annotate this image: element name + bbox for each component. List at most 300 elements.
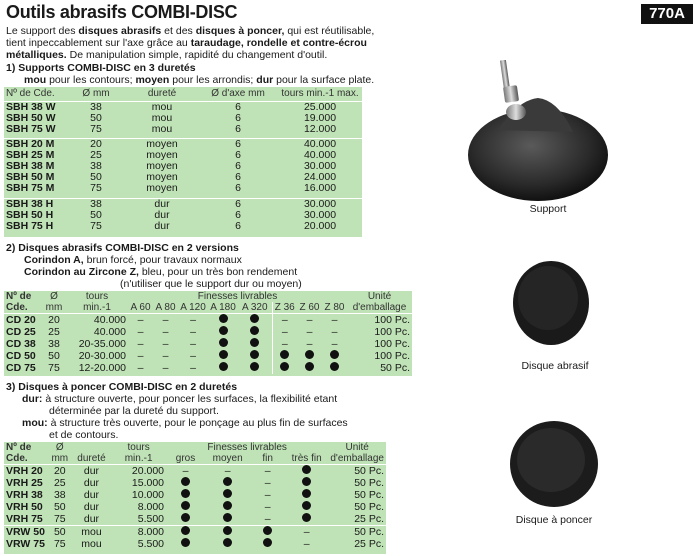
unavailable-dash: – xyxy=(306,337,313,350)
grit-cell xyxy=(166,465,205,478)
available-dot xyxy=(305,362,314,371)
order-number: VRH 25 xyxy=(6,476,43,489)
disque-poncer-image xyxy=(506,418,602,510)
diameter: 75 xyxy=(90,182,102,194)
diameter: 38 xyxy=(90,160,102,172)
table-row xyxy=(4,314,412,327)
hardness: moyen xyxy=(146,182,178,194)
grit-header: moyen xyxy=(205,453,250,465)
grit-cell xyxy=(178,350,208,362)
available-dot xyxy=(223,489,232,498)
diameter: 38 xyxy=(66,198,126,210)
unavailable-dash: – xyxy=(281,337,288,350)
grit-cell xyxy=(272,314,297,327)
section2-note: (n'utiliser que le support dur ou moyen) xyxy=(120,278,302,290)
diameter: 50 xyxy=(53,500,66,513)
section2-line2: Corindon au Zircone Z, bleu, pour un très bon rendement xyxy=(24,266,298,278)
grit-cell xyxy=(153,326,178,338)
available-dot xyxy=(280,350,289,359)
section3-description: dur: à structure ouverte, pour poncer les surfaces, la flexibilité etant déterminée par la dureté du support. mou: à structure très ouverte, pour le ponçage au plus fin de surfaces et de contours. xyxy=(22,393,348,441)
section2-line1: Corindon A, brun forcé, pour travaux normaux xyxy=(24,254,242,266)
table-row xyxy=(4,183,362,194)
grit-header: très fin xyxy=(285,453,328,465)
grit-cell xyxy=(205,489,250,501)
axis-diameter: 6 xyxy=(235,208,241,221)
packaging-unit: 50 Pc. xyxy=(328,526,386,539)
unavailable-dash: – xyxy=(224,464,231,477)
col-header-unit-top: Unité xyxy=(345,442,369,453)
grit-cell xyxy=(297,338,322,350)
hardness: dur xyxy=(83,488,100,501)
available-dot xyxy=(250,314,259,323)
order-number: SBH 25 M xyxy=(6,149,55,161)
grit-cell xyxy=(128,338,153,350)
grit-cell xyxy=(238,362,272,374)
packaging-unit: 25 Pc. xyxy=(354,537,384,550)
rpm: 8.000 xyxy=(111,526,166,539)
grit-cell xyxy=(166,501,205,513)
available-dot xyxy=(263,538,272,547)
unavailable-dash: – xyxy=(264,512,271,525)
grit-cell xyxy=(322,314,347,327)
axis-diameter: 6 xyxy=(235,219,241,232)
grit-header: A 120 xyxy=(178,302,208,314)
max-rpm: 40.000 xyxy=(278,139,362,151)
section2-title: 2) Disques abrasifs COMBI-DISC en 2 versions xyxy=(6,242,239,254)
available-dot xyxy=(305,350,314,359)
packaging-unit: 50 Pc. xyxy=(354,488,384,501)
available-dot xyxy=(219,314,228,323)
unavailable-dash: – xyxy=(162,313,169,326)
hardness: mou xyxy=(81,537,102,550)
available-dot xyxy=(181,526,190,535)
grit-header: gros xyxy=(166,453,205,465)
table-row xyxy=(4,124,362,135)
table-row xyxy=(4,101,362,113)
axis-diameter: 6 xyxy=(235,149,241,161)
col-header-diameter-bottom: mm xyxy=(42,302,66,314)
unavailable-dash: – xyxy=(190,349,196,362)
unavailable-dash: – xyxy=(303,537,310,550)
col-header-finesses: Finesses livrables xyxy=(197,291,278,302)
rpm: 5.500 xyxy=(137,537,165,550)
table-row xyxy=(4,210,362,221)
hardness: dur xyxy=(126,198,198,210)
grit-cell xyxy=(272,362,297,374)
diameter: 75 xyxy=(48,361,60,374)
col-header-axis: Ø d'axe mm xyxy=(198,87,278,101)
caption-support: Support xyxy=(529,203,567,215)
unavailable-dash: – xyxy=(264,476,271,489)
col-header-unit-top: Unité xyxy=(367,291,392,302)
grit-cell xyxy=(205,513,250,526)
grit-cell xyxy=(205,465,250,478)
grit-cell xyxy=(285,526,328,539)
grit-cell xyxy=(322,362,347,374)
max-rpm: 30.000 xyxy=(303,160,337,172)
order-number: VRH 20 xyxy=(6,464,43,477)
unavailable-dash: – xyxy=(182,464,189,477)
axis-diameter: 6 xyxy=(235,182,241,194)
packaging-unit: 100 Pc. xyxy=(374,325,410,338)
rpm: 40.000 xyxy=(93,313,126,326)
grit-cell xyxy=(250,489,285,501)
axis-diameter: 6 xyxy=(235,111,241,124)
hardness: dur xyxy=(83,500,100,513)
available-dot xyxy=(219,338,228,347)
order-number: VRH 38 xyxy=(6,488,43,501)
unavailable-dash: – xyxy=(331,325,338,338)
col-header-no-bottom: Cde. xyxy=(4,453,48,465)
unavailable-dash: – xyxy=(137,337,144,350)
section1-title: 1) Supports COMBI-DISC en 3 duretés xyxy=(6,62,196,74)
unavailable-dash: – xyxy=(281,325,288,338)
grit-cell xyxy=(238,326,272,338)
packaging-unit: 100 Pc. xyxy=(374,313,410,326)
grit-cell xyxy=(250,465,285,478)
table-row xyxy=(4,513,386,526)
hardness: dur xyxy=(83,464,100,477)
unavailable-dash: – xyxy=(264,464,271,477)
grit-cell xyxy=(128,362,153,374)
grit-cell xyxy=(285,465,328,478)
axis-diameter: 6 xyxy=(198,139,278,151)
unavailable-dash: – xyxy=(264,500,271,513)
diameter: 20 xyxy=(53,464,66,477)
order-number: CD 25 xyxy=(6,325,36,338)
max-rpm: 24.000 xyxy=(303,171,337,183)
available-dot xyxy=(250,362,259,371)
unavailable-dash: – xyxy=(331,337,338,350)
grit-cell xyxy=(166,489,205,501)
packaging-unit: 50 Pc. xyxy=(380,361,410,374)
section3-title: 3) Disques à poncer COMBI-DISC en 2 duretés xyxy=(6,381,238,393)
grit-cell xyxy=(250,513,285,526)
grit-header: A 60 xyxy=(128,302,153,314)
grit-cell xyxy=(153,362,178,374)
diameter: 38 xyxy=(48,337,60,350)
grit-cell xyxy=(297,362,322,374)
grit-cell xyxy=(205,538,250,550)
table-row xyxy=(4,501,386,513)
catalog-code-badge: 770A xyxy=(641,4,693,24)
grit-cell xyxy=(178,314,208,327)
col-header-rpm: tours min.-1 max. xyxy=(278,87,362,101)
grit-header: A 80 xyxy=(153,302,178,314)
diameter: 38 xyxy=(53,488,66,501)
hardness: dur xyxy=(83,512,100,525)
order-number: CD 38 xyxy=(6,337,36,350)
order-number: CD 50 xyxy=(6,349,36,362)
available-dot xyxy=(181,489,190,498)
grit-cell xyxy=(128,350,153,362)
col-header-unit-bottom: d'emballage xyxy=(328,453,386,465)
supports-table xyxy=(4,87,362,232)
hardness: mou xyxy=(151,111,173,124)
hardness: mou xyxy=(151,122,173,135)
support-image xyxy=(458,60,618,210)
col-header-diameter: Ø mm xyxy=(66,87,126,101)
max-rpm: 30.000 xyxy=(278,198,362,210)
hardness: moyen xyxy=(146,160,178,172)
grit-cell xyxy=(208,362,238,374)
max-rpm: 20.000 xyxy=(303,219,337,232)
rpm: 12-20.000 xyxy=(78,361,126,374)
unavailable-dash: – xyxy=(190,361,196,374)
rpm: 10.000 xyxy=(131,488,165,501)
rpm: 5.500 xyxy=(137,512,165,525)
col-header-unit-bottom: d'emballage xyxy=(347,302,412,314)
col-header-finesses: Finesses livrables xyxy=(207,442,287,453)
available-dot xyxy=(302,489,311,498)
order-number: SBH 38 H xyxy=(4,198,66,210)
grit-cell xyxy=(166,477,205,489)
available-dot xyxy=(181,513,190,522)
max-rpm: 19.000 xyxy=(303,111,337,124)
rpm: 20.000 xyxy=(131,464,165,477)
col-header-tours-bottom: min.-1 xyxy=(111,453,166,465)
grit-cell xyxy=(178,326,208,338)
grit-cell xyxy=(205,477,250,489)
grit-cell xyxy=(322,338,347,350)
grit-cell xyxy=(153,338,178,350)
order-number: CD 20 xyxy=(6,313,36,326)
hardness: mou xyxy=(72,526,112,539)
order-number: VRH 75 xyxy=(6,512,43,525)
grit-cell xyxy=(208,314,238,327)
diameter: 50 xyxy=(48,349,60,362)
diameter: 50 xyxy=(48,526,72,539)
axis-diameter: 6 xyxy=(235,171,241,183)
page-title: Outils abrasifs COMBI-DISC xyxy=(6,2,238,22)
order-number: CD 75 xyxy=(6,361,36,374)
grit-cell xyxy=(250,477,285,489)
available-dot xyxy=(263,526,272,535)
available-dot xyxy=(280,362,289,371)
grit-cell xyxy=(178,362,208,374)
unavailable-dash: – xyxy=(137,313,144,326)
diameter: 75 xyxy=(90,122,102,135)
unavailable-dash: – xyxy=(137,361,144,374)
grit-cell xyxy=(285,538,328,550)
available-dot xyxy=(219,326,228,335)
diameter: 75 xyxy=(53,512,66,525)
order-number: SBH 75 M xyxy=(6,182,55,194)
intro-text: Le support des disques abrasifs et des disques à poncer, qui est réutilisable, tient inpeccablement sur l'axe grâce au taraudage, rondelle et contre-écrou métalliques. De manipulation simple, rapidité du changement d'outil. xyxy=(6,25,375,61)
order-number: VRH 50 xyxy=(6,500,43,513)
grit-cell xyxy=(322,350,347,362)
col-header-hardness: dureté xyxy=(126,87,198,101)
packaging-unit: 100 Pc. xyxy=(374,337,410,350)
available-dot xyxy=(223,513,232,522)
rpm: 40.000 xyxy=(93,325,126,338)
col-header-diameter-top: Ø xyxy=(50,291,58,302)
available-dot xyxy=(250,326,259,335)
table-row xyxy=(4,477,386,489)
unavailable-dash: – xyxy=(162,337,169,350)
grit-header: Z 60 xyxy=(297,302,322,314)
grit-cell xyxy=(250,501,285,513)
col-header-no-top: Nº de xyxy=(6,291,32,302)
caption-disque-poncer: Disque à poncer xyxy=(515,514,593,526)
available-dot xyxy=(330,362,339,371)
available-dot xyxy=(302,501,311,510)
max-rpm: 12.000 xyxy=(303,122,337,135)
available-dot xyxy=(219,362,228,371)
grit-header: Z 36 xyxy=(272,302,297,314)
unavailable-dash: – xyxy=(190,325,196,338)
order-number: SBH 38 W xyxy=(6,100,56,113)
table-row xyxy=(4,326,412,338)
grit-cell xyxy=(297,326,322,338)
grit-cell xyxy=(238,314,272,327)
unavailable-dash: – xyxy=(190,313,196,326)
diameter: 25 xyxy=(53,476,66,489)
max-rpm: 40.000 xyxy=(303,149,337,161)
order-number: VRW 50 xyxy=(4,526,48,539)
order-number: SBH 75 W xyxy=(6,122,56,135)
packaging-unit: 25 Pc. xyxy=(354,512,384,525)
unavailable-dash: – xyxy=(137,349,144,362)
available-dot xyxy=(250,350,259,359)
sanding-table-bg xyxy=(4,442,386,554)
diameter: 25 xyxy=(48,325,60,338)
table-row xyxy=(4,113,362,124)
col-header-tours-bottom: min.-1 xyxy=(66,302,128,314)
unavailable-dash: – xyxy=(162,361,169,374)
grit-cell xyxy=(205,501,250,513)
unavailable-dash: – xyxy=(162,349,169,362)
grit-cell xyxy=(238,338,272,350)
max-rpm: 16.000 xyxy=(303,182,337,194)
order-number: SBH 38 M xyxy=(6,160,55,172)
axis-diameter: 6 xyxy=(198,198,278,210)
diameter: 38 xyxy=(90,100,102,113)
col-header-no: Nº de Cde. xyxy=(4,87,66,101)
order-number: SBH 20 M xyxy=(4,139,66,151)
table-row xyxy=(4,538,386,550)
discs-table-bg xyxy=(4,291,412,376)
packaging-unit: 50 Pc. xyxy=(354,500,384,513)
hardness: moyen xyxy=(146,171,178,183)
grit-header: A 320 xyxy=(238,302,272,314)
grit-cell xyxy=(250,526,285,539)
grit-cell xyxy=(166,538,205,550)
unavailable-dash: – xyxy=(331,313,338,326)
hardness: dur xyxy=(154,208,170,221)
available-dot xyxy=(223,501,232,510)
unavailable-dash: – xyxy=(306,325,313,338)
axis-diameter: 6 xyxy=(235,122,241,135)
grit-cell xyxy=(285,501,328,513)
unavailable-dash: – xyxy=(306,313,313,326)
table-row xyxy=(4,465,386,478)
diameter: 50 xyxy=(90,208,102,221)
rpm: 20-30.000 xyxy=(78,349,126,362)
grit-cell xyxy=(128,314,153,327)
table-row xyxy=(4,198,362,210)
unavailable-dash: – xyxy=(162,325,169,338)
grit-cell xyxy=(272,338,297,350)
sanding-table xyxy=(4,442,386,550)
hardness: dur xyxy=(154,219,170,232)
col-header-hardness: dureté xyxy=(72,453,112,465)
unavailable-dash: – xyxy=(303,525,310,538)
packaging-unit: 50 Pc. xyxy=(354,476,384,489)
axis-diameter: 6 xyxy=(235,160,241,172)
grit-cell xyxy=(238,350,272,362)
disque-abrasif-image xyxy=(508,258,594,348)
grit-cell xyxy=(285,513,328,526)
grit-cell xyxy=(166,526,205,539)
grit-cell xyxy=(205,526,250,539)
hardness: moyen xyxy=(146,149,178,161)
table-row xyxy=(4,362,412,374)
diameter: 20 xyxy=(48,313,60,326)
section1-subtitle: mou pour les contours; moyen pour les arrondis; dur pour la surface plate. xyxy=(24,74,375,86)
unavailable-dash: – xyxy=(190,337,196,350)
grit-cell xyxy=(153,350,178,362)
grit-cell xyxy=(297,314,322,327)
col-header-diameter-bottom: mm xyxy=(48,453,72,465)
unavailable-dash: – xyxy=(281,313,288,326)
available-dot xyxy=(330,350,339,359)
grit-cell xyxy=(297,350,322,362)
grit-cell xyxy=(322,326,347,338)
axis-diameter: 6 xyxy=(235,100,241,113)
col-header-tours-top: tours xyxy=(127,442,150,453)
diameter: 50 xyxy=(90,111,102,124)
discs-table xyxy=(4,291,412,374)
grit-cell xyxy=(272,326,297,338)
available-dot xyxy=(223,477,232,486)
order-number: VRW 75 xyxy=(6,537,45,550)
table-row xyxy=(4,221,362,232)
grit-cell xyxy=(208,338,238,350)
col-header-no-bottom: Cde. xyxy=(4,302,42,314)
order-number: SBH 50 H xyxy=(6,208,54,221)
grit-cell xyxy=(128,326,153,338)
col-header-tours-top: tours xyxy=(85,291,109,302)
table-row xyxy=(4,526,386,539)
grit-cell xyxy=(153,314,178,327)
diameter: 20 xyxy=(66,139,126,151)
hardness: moyen xyxy=(126,139,198,151)
diameter: 50 xyxy=(90,171,102,183)
order-number: SBH 50 W xyxy=(6,111,56,124)
available-dot xyxy=(181,538,190,547)
diameter: 25 xyxy=(90,149,102,161)
table-row xyxy=(4,489,386,501)
rpm: 20-35.000 xyxy=(78,337,126,350)
order-number: SBH 75 H xyxy=(6,219,54,232)
unavailable-dash: – xyxy=(137,325,144,338)
available-dot xyxy=(181,477,190,486)
caption-disque-abrasif: Disque abrasif xyxy=(521,360,589,372)
grit-cell xyxy=(272,350,297,362)
hardness: dur xyxy=(83,476,100,489)
available-dot xyxy=(181,501,190,510)
grit-cell xyxy=(208,350,238,362)
supports-table-bg xyxy=(4,87,362,237)
grit-header: fin xyxy=(250,453,285,465)
rpm: 8.000 xyxy=(137,500,165,513)
available-dot xyxy=(302,477,311,486)
table-row xyxy=(4,350,412,362)
col-header-diameter-top: Ø xyxy=(55,442,64,453)
grit-cell xyxy=(250,538,285,550)
available-dot xyxy=(302,513,311,522)
